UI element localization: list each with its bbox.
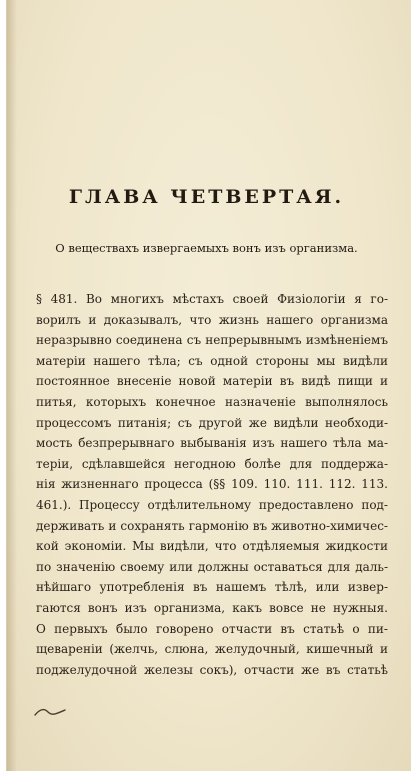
paragraph-line: по значенію своему или должны оставаться для даль- bbox=[36, 559, 388, 574]
paragraph-line: матеріи нашего тѣла; съ одной стороны мы видѣли bbox=[36, 353, 388, 368]
pen-mark-icon bbox=[34, 706, 66, 718]
page-gutter-shadow bbox=[7, 0, 17, 771]
paragraph-line: О первыхъ было говорено отчасти въ статьѣ о пи- bbox=[36, 621, 388, 636]
paragraph-line: процессомъ питанія; съ другой же видѣли необходи- bbox=[36, 415, 388, 430]
paragraph-line: ворилъ и доказывалъ, что жизнь нашего организма bbox=[36, 312, 388, 327]
paragraph-line: § 481. Во многихъ мѣстахъ своей Физіологіи я го- bbox=[36, 292, 388, 306]
paragraph-line: гаются вонъ изъ организма, какъ вовсе не нужныя. bbox=[36, 600, 388, 615]
paragraph bbox=[36, 289, 388, 680]
paragraph-line: мость безпрерывнаго выбыванія изъ нашего тѣла ма- bbox=[36, 436, 388, 451]
paragraph-line: нѣйшаго употребленія въ нашемъ тѣлѣ, или извер- bbox=[36, 580, 388, 595]
paragraph-line: кой экономіи. Мы видѣли, что отдѣляемыя жидкости bbox=[36, 539, 388, 554]
paragraph-line: 461.). Процессу отдѣлительному предоставлено под- bbox=[36, 497, 388, 512]
paragraph-line: теріи, сдѣлавшейся негодною болѣе для поддержа- bbox=[36, 456, 388, 471]
chapter-title: ГЛАВА ЧЕТВЕРТАЯ. bbox=[68, 186, 345, 208]
paragraph-line: нія жизненнаго процесса (§§ 109. 110. 111. 112. 113. bbox=[36, 477, 388, 492]
paragraph-line: держивать и сохранять гармонію въ животно-химичес- bbox=[36, 518, 388, 533]
paragraph-line: постоянное внесеніе новой матеріи въ видѣ пищи и bbox=[36, 374, 388, 389]
paragraph-line: питья, которыхъ конечное назначеніе выполнялось bbox=[36, 394, 388, 409]
paragraph-line: неразрывно соединена съ непрерывнымъ измѣненіемъ bbox=[36, 333, 388, 348]
paragraph-line: щевареніи (желчь, слюна, желудочный, кишечный и bbox=[36, 642, 388, 657]
section-heading: О веществахъ извергаемыхъ вонъ изъ организма. bbox=[55, 241, 358, 255]
paragraph-line: поджелудочной железы сокъ), отчасти же въ статьѣ bbox=[36, 662, 388, 677]
